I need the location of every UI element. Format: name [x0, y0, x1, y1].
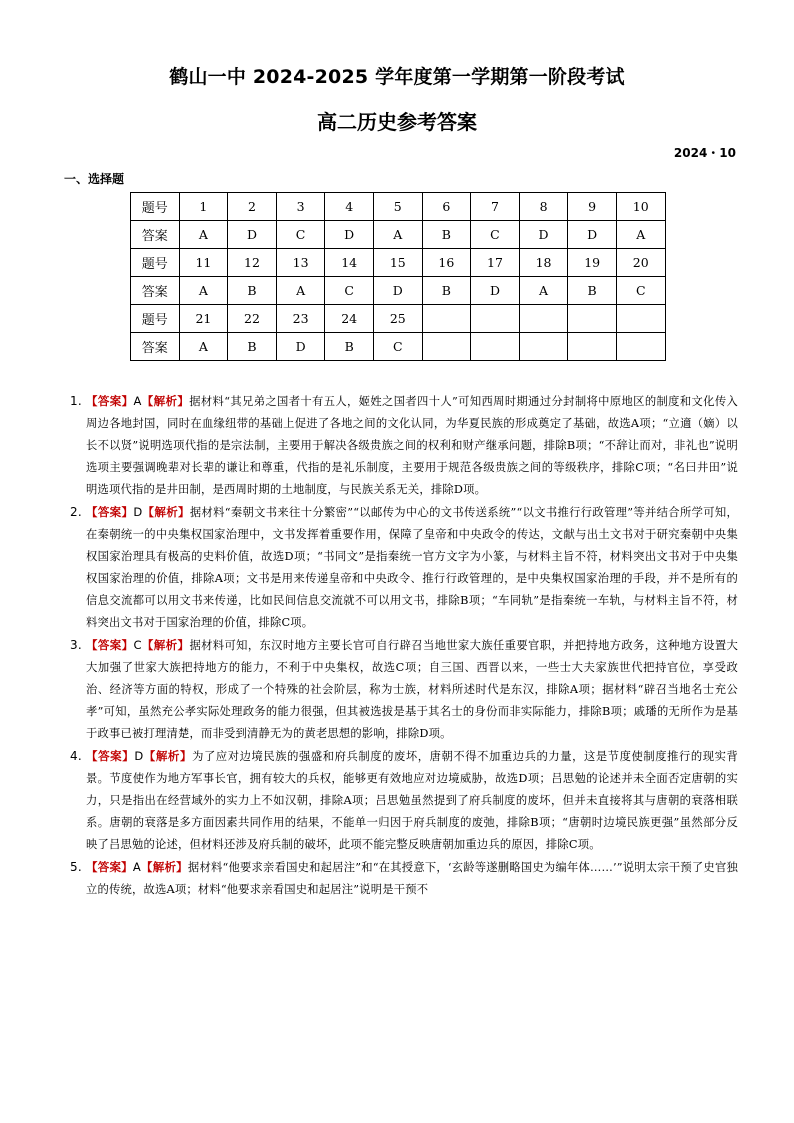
table-cell: 2	[228, 193, 277, 221]
table-cell: C	[325, 277, 374, 305]
table-cell: 5	[373, 193, 422, 221]
table-cell: 10	[616, 193, 665, 221]
table-cell: D	[568, 221, 617, 249]
table-cell: 20	[616, 249, 665, 277]
analysis-tag: 【解析】	[141, 394, 190, 408]
explanation-list	[70, 390, 738, 901]
table-cell	[568, 305, 617, 333]
table-cell	[422, 305, 471, 333]
answer-tag: 【答案】	[86, 505, 134, 519]
row-label: 题号	[131, 305, 180, 333]
row-label: 答案	[131, 221, 180, 249]
item-number: 2.	[70, 505, 82, 519]
analysis-tag: 【解析】	[143, 749, 193, 763]
table-cell: 21	[179, 305, 228, 333]
answer-table	[130, 192, 666, 361]
table-cell: 15	[373, 249, 422, 277]
table-cell: 9	[568, 193, 617, 221]
answer-tag: 【答案】	[86, 749, 135, 763]
table-cell	[616, 305, 665, 333]
table-cell: B	[325, 333, 374, 361]
table-cell: 18	[519, 249, 568, 277]
section-heading: 一、选择题	[64, 172, 125, 186]
table-cell: 6	[422, 193, 471, 221]
analysis-text: 据材料“他要求亲看国史和起居注”和“在其授意下，‘玄龄等遂删略国史为编年体……’”说明太宗干预了史官独立的传统，故选A项；材料“他要求亲看国史和起居注”说明是干预不	[86, 861, 738, 896]
table-row	[131, 221, 666, 249]
answer-tag: 【答案】	[86, 394, 134, 408]
table-cell: 12	[228, 249, 277, 277]
table-cell: B	[568, 277, 617, 305]
item-number: 3.	[70, 638, 82, 652]
table-cell: A	[179, 221, 228, 249]
table-cell: C	[471, 221, 520, 249]
table-cell	[471, 305, 520, 333]
table-cell: 25	[373, 305, 422, 333]
item-number: 4.	[70, 749, 82, 763]
analysis-text: 据材料“秦朝文书来往十分繁密”“以邮传为中心的文书传送系统”“以文书推行行政管理”等并结合所学可知，在秦朝统一的中央集权国家治理中，文书发挥着重要作用，保障了皇帝和中央政令的传达，文献与出土文书对于研究秦朝中央集权国家治理具有极高的史料价值，故选D项；“书同文”是指秦统一官方文字为小篆，与材料主旨不符，材料突出文书对于中央集权国家治理的价值，排除A项；文书是用来传递皇帝和中央政令、推行行政管理的，是中央集权国家治理的手段，并不是所有的信息交流都可以用文书来传递，比如民间信息交流就不可以用文书，排除B项；“车同轨”是指秦统一车轨，与材料主旨不符，材料突出文书对于国家治理的价值，排除C项。	[86, 506, 738, 629]
table-cell: 3	[276, 193, 325, 221]
table-cell: 22	[228, 305, 277, 333]
list-item	[70, 745, 738, 856]
table-cell: C	[276, 221, 325, 249]
table-cell: D	[519, 221, 568, 249]
answer-letter: D	[134, 749, 144, 763]
table-cell: 13	[276, 249, 325, 277]
item-number: 5.	[70, 860, 82, 874]
table-cell	[422, 333, 471, 361]
table-cell: 23	[276, 305, 325, 333]
item-number: 1.	[70, 394, 82, 408]
row-label: 答案	[131, 277, 180, 305]
list-item	[70, 390, 738, 501]
table-cell: 16	[422, 249, 471, 277]
table-cell: A	[179, 333, 228, 361]
table-cell: A	[616, 221, 665, 249]
table-cell	[519, 305, 568, 333]
analysis-text: 据材料可知，东汉时地方主要长官可自行辟召当地世家大族任重要官职，并把持地方政务，这种地方设置大大加强了世家大族把持地方的能力，不利于中央集权，故选C项；自三国、西晋以来，一些士大夫家族世代把持官位，享受政治、经济等方面的特权，形成了一个特殊的社会阶层，称为士族，材料所述时代是东汉，排除A项；据材料“辟召当地名士充公孝”可知，虽然充公孝实际处理政务的能力很强，但其被选拔是基于其名士的身份而非实际能力，排除B项；戚璠的无所作为是基于政事已被打理清楚，而非受到清静无为的黄老思想的影响，排除D项。	[86, 639, 738, 740]
table-row	[131, 249, 666, 277]
table-cell: 14	[325, 249, 374, 277]
answer-letter: C	[133, 638, 142, 652]
table-cell	[519, 333, 568, 361]
list-item	[70, 501, 738, 634]
table-cell: B	[228, 333, 277, 361]
table-cell: 11	[179, 249, 228, 277]
table-cell: 17	[471, 249, 520, 277]
table-cell: B	[422, 277, 471, 305]
table-cell: 1	[179, 193, 228, 221]
table-cell: A	[179, 277, 228, 305]
exam-title: 鹤山一中 2024-2025 学年度第一学期第一阶段考试	[169, 66, 625, 88]
analysis-tag: 【解析】	[141, 638, 190, 652]
answer-letter: A	[132, 860, 141, 874]
table-cell: B	[422, 221, 471, 249]
list-item	[70, 634, 738, 745]
row-label: 答案	[131, 333, 180, 361]
table-cell: 19	[568, 249, 617, 277]
table-cell: A	[276, 277, 325, 305]
table-cell: D	[373, 277, 422, 305]
analysis-text: 为了应对边境民族的强盛和府兵制度的废坏，唐朝不得不加重边兵的力量，这是节度使制度推行的现实背景。节度使作为地方军事长官，拥有较大的兵权，能够更有效地应对边境威胁，故选D项；吕思勉的论述并未全面否定唐朝的实力，只是指出在经营域外的实力上不如汉朝，排除A项；吕思勉虽然提到了府兵制度的废坏，但并未直接将其与唐朝的衰落相联系。唐朝的衰落是多方面因素共同作用的结果，不能单一归因于府兵制度的废弛，排除B项；“唐朝时边境民族更强”虽然部分反映了吕思勉的论述，但材料还涉及府兵制的破坏，此项不能完整反映唐朝加重边兵的原因，排除C项。	[86, 750, 738, 851]
table-cell: D	[471, 277, 520, 305]
table-row	[131, 305, 666, 333]
table-cell: D	[228, 221, 277, 249]
answer-tag: 【答案】	[86, 860, 133, 874]
table-cell: D	[276, 333, 325, 361]
table-cell: 8	[519, 193, 568, 221]
exam-date: 2024・10	[673, 146, 736, 160]
analysis-tag: 【解析】	[142, 505, 190, 519]
table-cell	[616, 333, 665, 361]
table-cell: 24	[325, 305, 374, 333]
table-cell	[471, 333, 520, 361]
answer-letter: A	[133, 394, 142, 408]
table-cell: C	[616, 277, 665, 305]
table-cell: D	[325, 221, 374, 249]
analysis-text: 据材料“其兄弟之国者十有五人，姬姓之国者四十人”可知西周时期通过分封制将中原地区的制度和文化传入周边各地封国，同时在血缘纽带的基础上促进了各地之间的文化认同，为华夏民族的形成奠定了基础，故选A项；“立適（嫡）以长不以贤”说明选项代指的是宗法制，主要用于解决各级贵族之间的权利和财产继承问题，排除B项；“不辞让而对，非礼也”说明选项主要强调晚辈对长辈的谦让和尊重，代指的是礼乐制度，主要用于规范各级贵族之间的等级秩序，排除C项；“名曰井田”说明选项代指的是井田制，是西周时期的土地制度，与民族关系无关，排除D项。	[86, 395, 738, 496]
table-cell: B	[228, 277, 277, 305]
table-cell: A	[519, 277, 568, 305]
answer-letter: D	[133, 505, 143, 519]
table-cell: 4	[325, 193, 374, 221]
table-cell: C	[373, 333, 422, 361]
table-cell: 7	[471, 193, 520, 221]
row-label: 题号	[131, 249, 180, 277]
table-cell: A	[373, 221, 422, 249]
table-row	[131, 277, 666, 305]
exam-subtitle: 高二历史参考答案	[317, 110, 477, 134]
table-row	[131, 333, 666, 361]
row-label: 题号	[131, 193, 180, 221]
analysis-tag: 【解析】	[140, 860, 188, 874]
list-item	[70, 856, 738, 901]
answer-tag: 【答案】	[86, 638, 134, 652]
table-row	[131, 193, 666, 221]
table-cell	[568, 333, 617, 361]
